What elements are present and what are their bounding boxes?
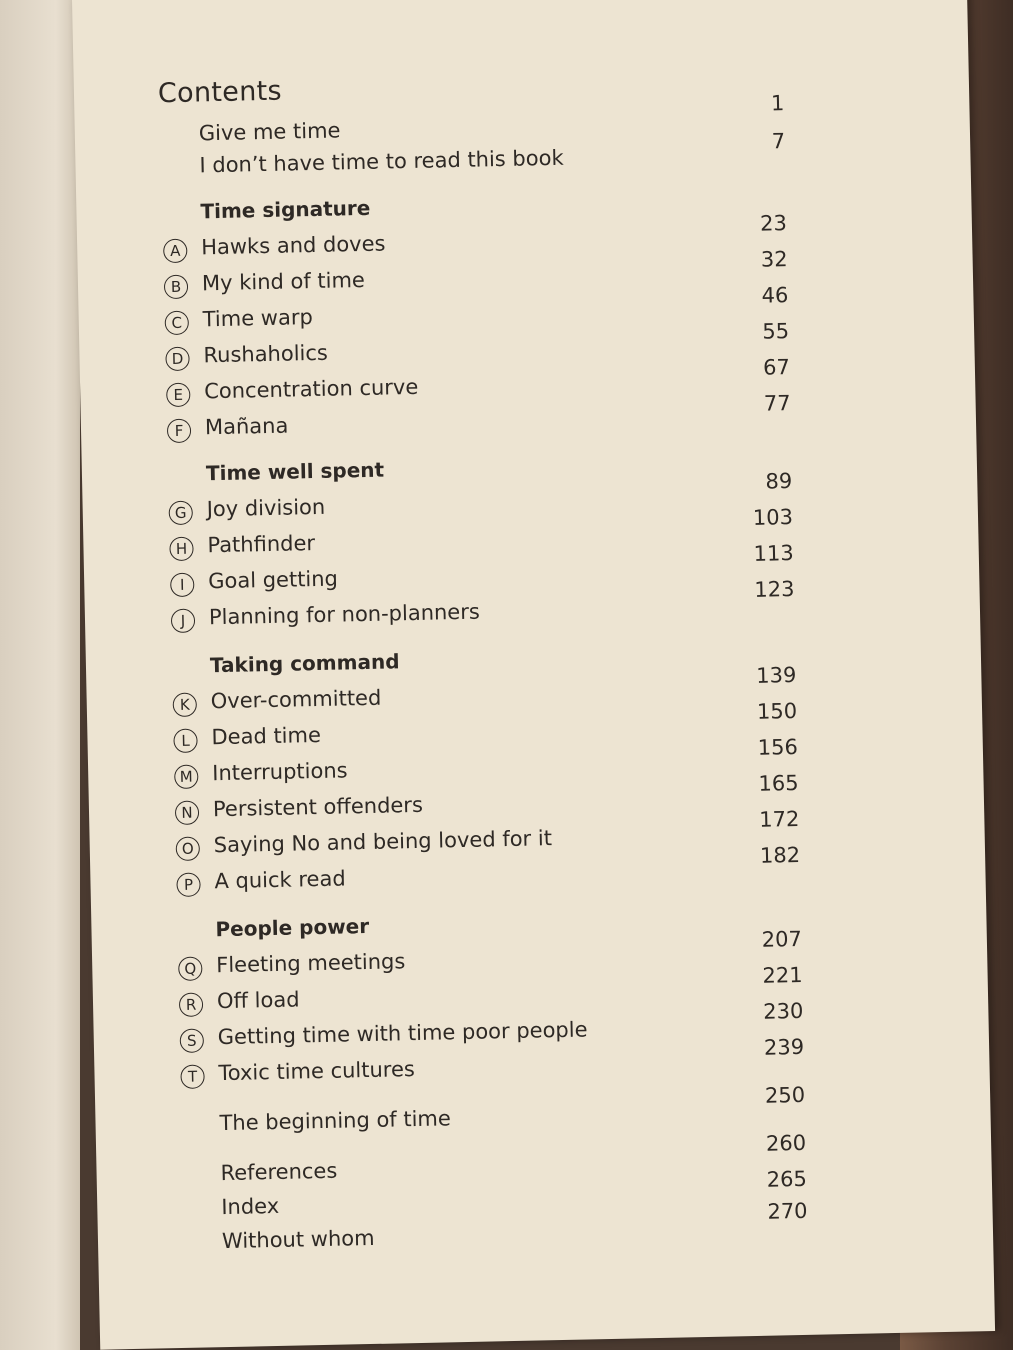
entry-title: Pathfinder xyxy=(207,531,316,558)
page-number: 7 xyxy=(771,129,786,154)
page-number: 67 xyxy=(762,355,791,380)
page-number: 113 xyxy=(753,541,794,566)
chapter-letter-badge: C xyxy=(165,311,189,335)
chapter-letter-badge: M xyxy=(174,765,198,789)
entry-title: Mañana xyxy=(204,413,289,440)
entry-title: Interruptions xyxy=(211,758,348,786)
page-number: 239 xyxy=(763,1034,805,1060)
chapter-letter-badge: F xyxy=(167,419,191,443)
book-page xyxy=(72,0,995,1350)
chapter-letter-badge: H xyxy=(169,537,193,561)
chapter-letter-badge: S xyxy=(180,1028,204,1052)
entry-title: Dead time xyxy=(211,722,322,750)
chapter-letter-badge: G xyxy=(169,501,193,525)
entry-title: A quick read xyxy=(214,866,346,894)
section-heading-label: People power xyxy=(215,913,370,942)
chapter-letter-badge: R xyxy=(179,992,203,1016)
entry-title: Goal getting xyxy=(207,566,339,594)
chapter-letter-badge: Q xyxy=(178,956,202,980)
contents-title: Contents xyxy=(157,75,283,110)
page-number: 23 xyxy=(759,211,788,236)
table-of-contents xyxy=(72,0,995,1350)
page-number: 260 xyxy=(765,1130,807,1156)
entry-title: Over-committed xyxy=(210,685,382,714)
chapter-letter-badge: K xyxy=(173,693,197,717)
page-number: 46 xyxy=(761,283,789,308)
page-number: 77 xyxy=(763,391,791,416)
page-number: 139 xyxy=(755,662,797,688)
entry-title: Hawks and doves xyxy=(200,231,386,260)
chapter-letter-badge: J xyxy=(171,609,195,633)
page-number: 221 xyxy=(762,962,803,988)
chapter-letter-badge: D xyxy=(165,347,189,371)
page-number: 32 xyxy=(760,247,788,272)
entry-title: Persistent offenders xyxy=(212,792,424,822)
entry-title: Fleeting meetings xyxy=(215,949,406,978)
section-heading-label: Time well spent xyxy=(205,457,385,486)
entry-title: Rushaholics xyxy=(203,340,329,368)
page-number: 230 xyxy=(762,998,804,1024)
entry-title: References xyxy=(220,1158,338,1186)
entry-title: Saying No and being loved for it xyxy=(213,826,553,858)
chapter-letter-badge: T xyxy=(180,1064,204,1088)
page-number: 172 xyxy=(758,806,800,832)
entry-title: Without whom xyxy=(221,1225,375,1254)
entry-title: Off load xyxy=(216,987,300,1014)
page-number: 150 xyxy=(756,698,798,724)
entry-title: Joy division xyxy=(206,494,326,522)
chapter-letter-badge: A xyxy=(163,239,187,263)
section-heading-label: Taking command xyxy=(209,649,400,678)
chapter-letter-badge: N xyxy=(175,801,199,825)
page-number: 55 xyxy=(762,319,790,344)
entry-title: I don’t have time to read this book xyxy=(199,145,564,178)
page-number: 165 xyxy=(758,770,799,796)
entry-title: Index xyxy=(221,1193,280,1220)
section-heading-label: Time signature xyxy=(200,195,371,224)
page-number: 1 xyxy=(770,91,785,116)
entry-title: Toxic time cultures xyxy=(218,1057,416,1086)
page-number: 265 xyxy=(766,1166,808,1192)
chapter-letter-badge: I xyxy=(170,573,194,597)
page-number: 270 xyxy=(767,1198,808,1224)
entry-title: Time warp xyxy=(202,305,314,332)
page-number: 123 xyxy=(754,577,795,602)
chapter-letter-badge: E xyxy=(166,383,190,407)
chapter-letter-badge: L xyxy=(173,729,197,753)
toc-entry xyxy=(95,1082,990,1146)
page-number: 156 xyxy=(757,734,799,760)
entry-title: The beginning of time xyxy=(219,1106,452,1136)
chapter-letter-badge: B xyxy=(164,275,188,299)
entry-title: My kind of time xyxy=(201,267,366,296)
entry-title: Give me time xyxy=(198,118,341,146)
page-number: 182 xyxy=(759,842,801,868)
chapter-letter-badge: P xyxy=(176,873,200,897)
entry-title: Getting time with time poor people xyxy=(217,1017,588,1050)
facing-page-edge xyxy=(0,0,80,1350)
page-number: 250 xyxy=(764,1082,806,1108)
page-number: 103 xyxy=(752,505,794,530)
entry-title: Planning for non-planners xyxy=(208,599,481,630)
chapter-letter-badge: O xyxy=(176,837,200,861)
page-number: 207 xyxy=(761,926,803,952)
page-number: 89 xyxy=(765,469,793,494)
entry-title: Concentration curve xyxy=(203,374,419,404)
